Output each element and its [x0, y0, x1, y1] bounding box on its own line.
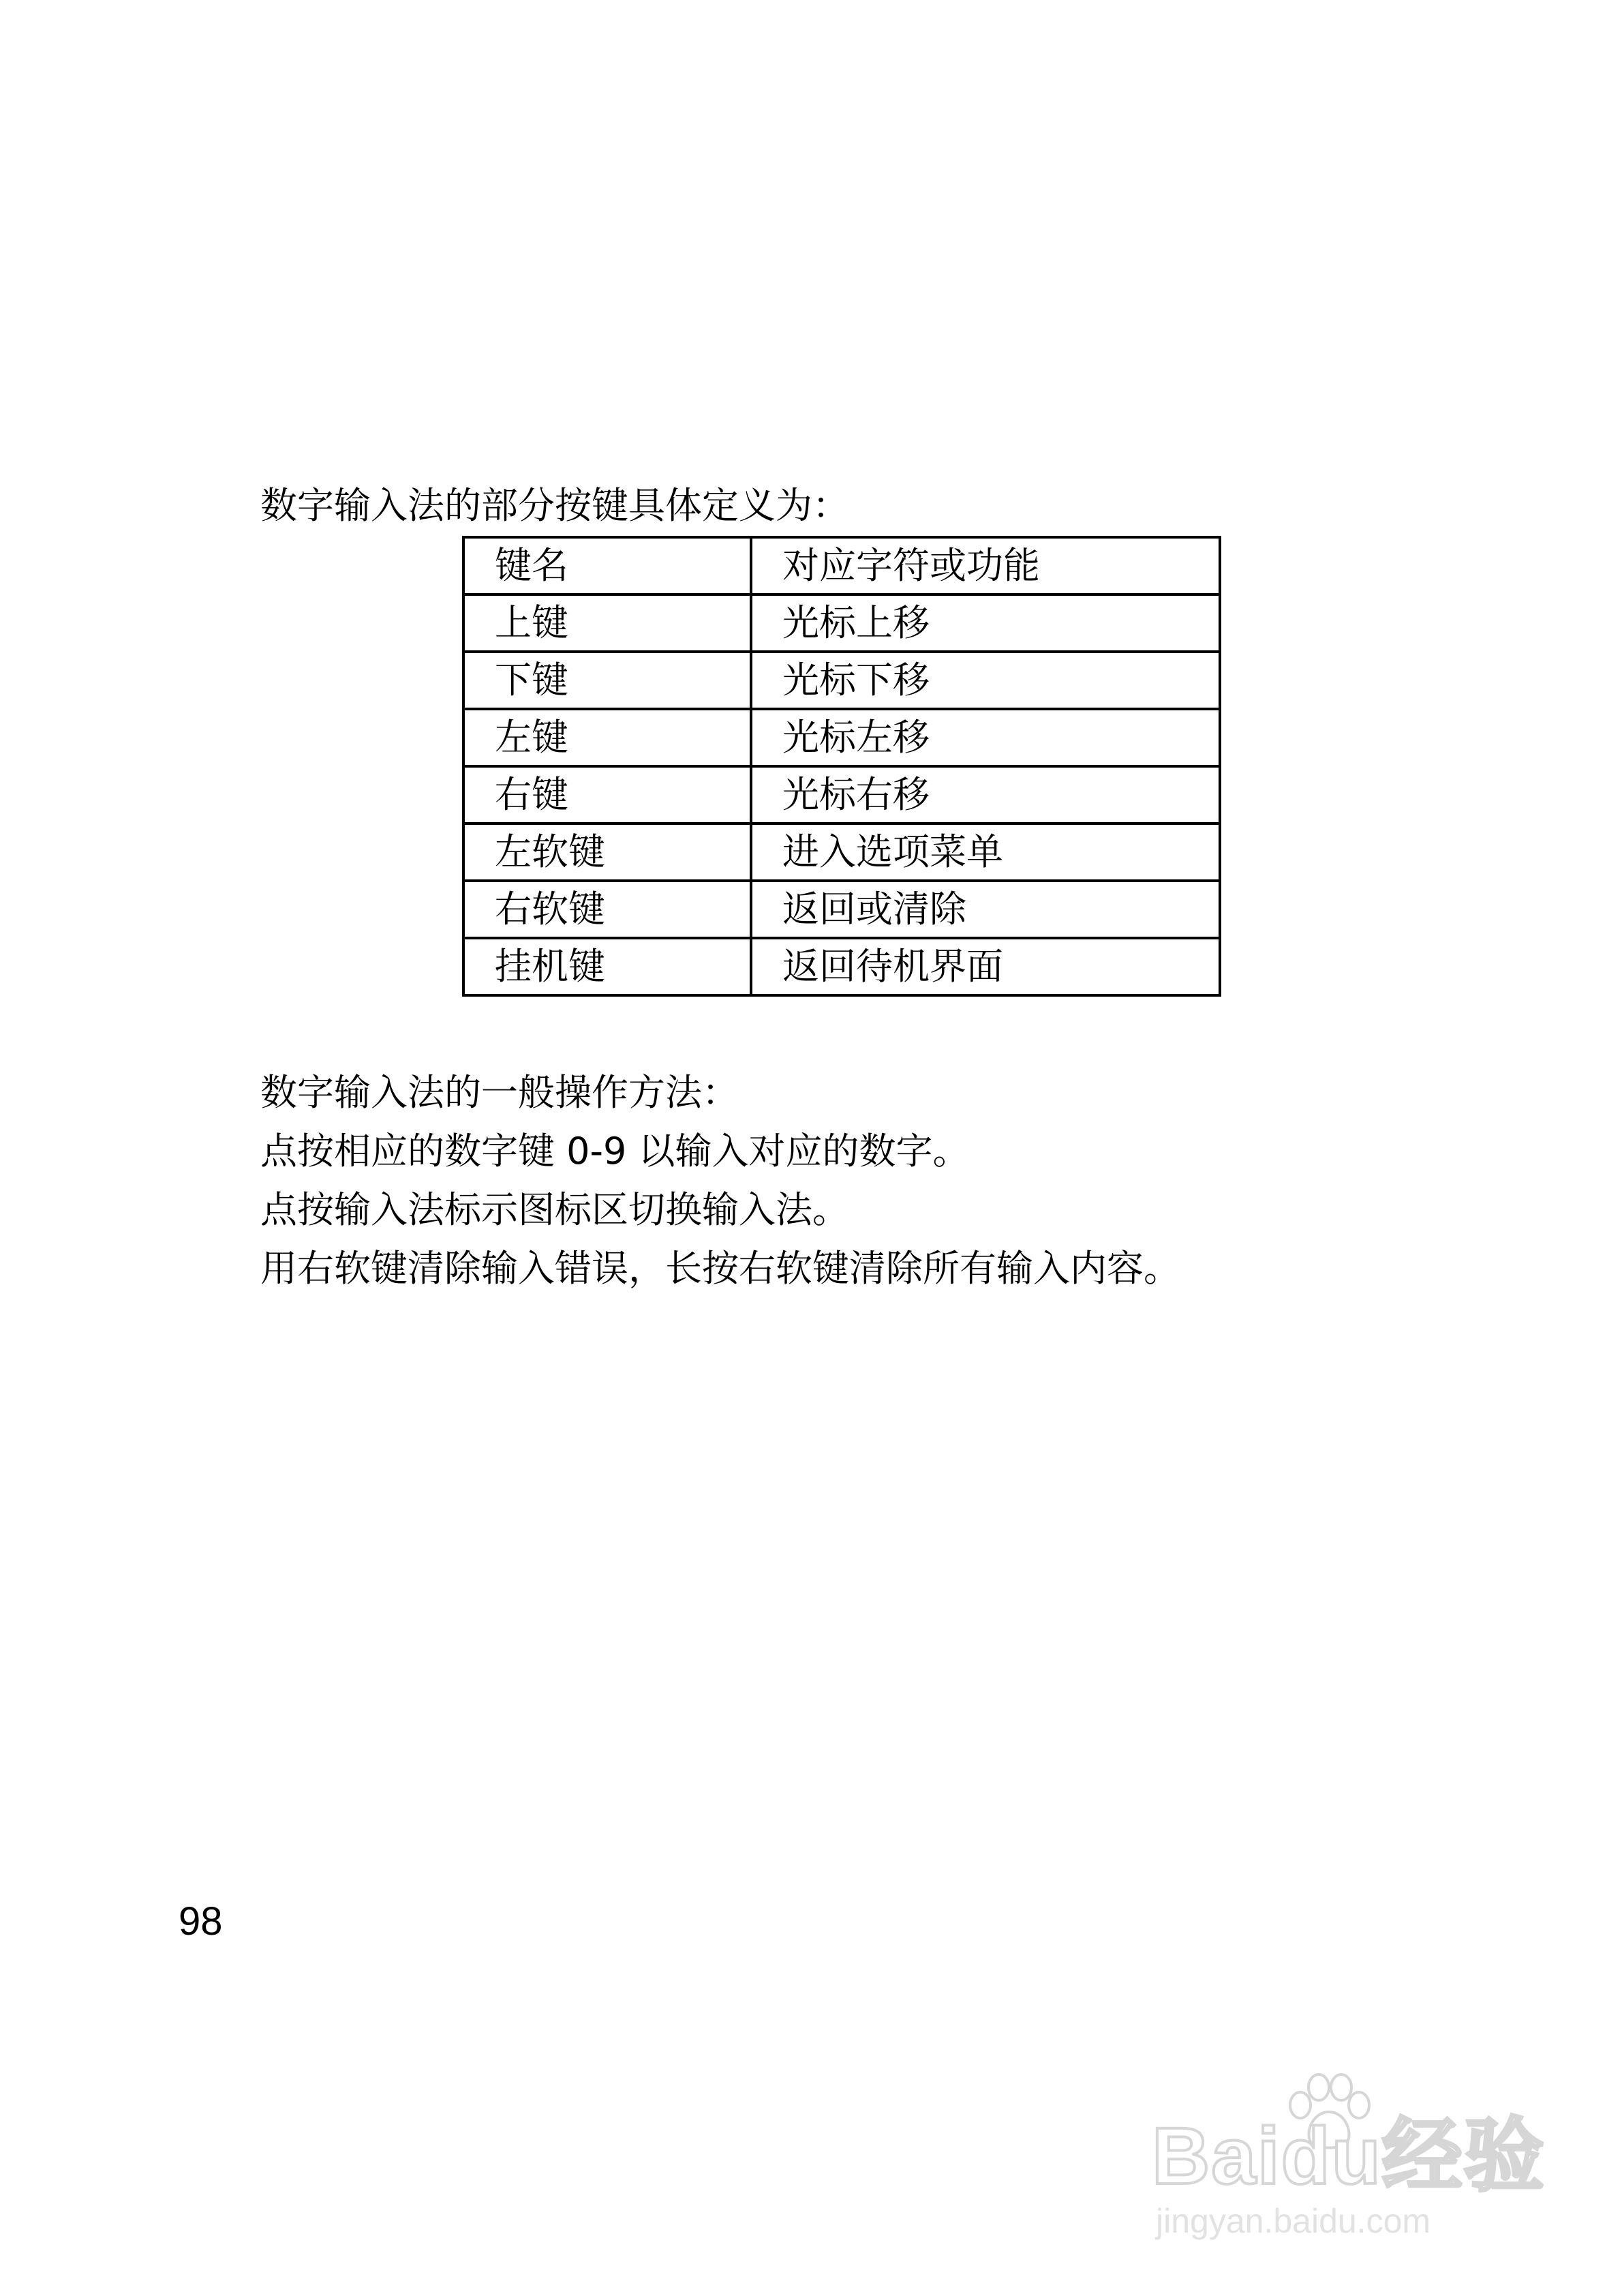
intro-text: 数字输入法的部分按键具体定义为：: [260, 484, 849, 527]
key-name-cell: 上键: [463, 594, 751, 652]
baidu-watermark: [1152, 2072, 1546, 2243]
key-definition-table: [462, 536, 1221, 997]
function-cell: 光标下移: [751, 652, 1220, 709]
table-header-row: [463, 537, 1220, 594]
operation-line: 点按输入法标示图标区切换输入法。: [260, 1188, 849, 1231]
table-row: [463, 652, 1220, 709]
operation-line: 用右软键清除输入错误，长按右软键清除所有输入内容。: [260, 1247, 1180, 1290]
key-name-cell: 右键: [463, 766, 751, 824]
table-row: [463, 594, 1220, 652]
key-name-cell: 左键: [463, 709, 751, 766]
key-name-cell: 左软键: [463, 824, 751, 881]
operation-line: 点按相应的数字键 0-9 以输入对应的数字。: [260, 1130, 970, 1173]
function-cell: 光标右移: [751, 766, 1220, 824]
key-name-cell: 下键: [463, 652, 751, 709]
header-function: 对应字符或功能: [751, 537, 1220, 594]
function-cell: 光标上移: [751, 594, 1220, 652]
function-cell: 光标左移: [751, 709, 1220, 766]
page-number: 98: [179, 1899, 223, 1944]
header-key-name: 键名: [463, 537, 751, 594]
table-row: [463, 881, 1220, 938]
operations-heading: 数字输入法的一般操作方法：: [260, 1071, 739, 1114]
key-name-cell: 右软键: [463, 881, 751, 938]
table-row: [463, 824, 1220, 881]
table-row: [463, 709, 1220, 766]
function-cell: 返回或清除: [751, 881, 1220, 938]
table-row: [463, 938, 1220, 995]
function-cell: 进入选项菜单: [751, 824, 1220, 881]
watermark-brand: Baidu经验: [1152, 2111, 1546, 2201]
table-row: [463, 766, 1220, 824]
watermark-url: jingyan.baidu.com: [1156, 2202, 1431, 2240]
operations-section: [260, 1063, 1180, 1298]
function-cell: 返回待机界面: [751, 938, 1220, 995]
key-name-cell: 挂机键: [463, 938, 751, 995]
